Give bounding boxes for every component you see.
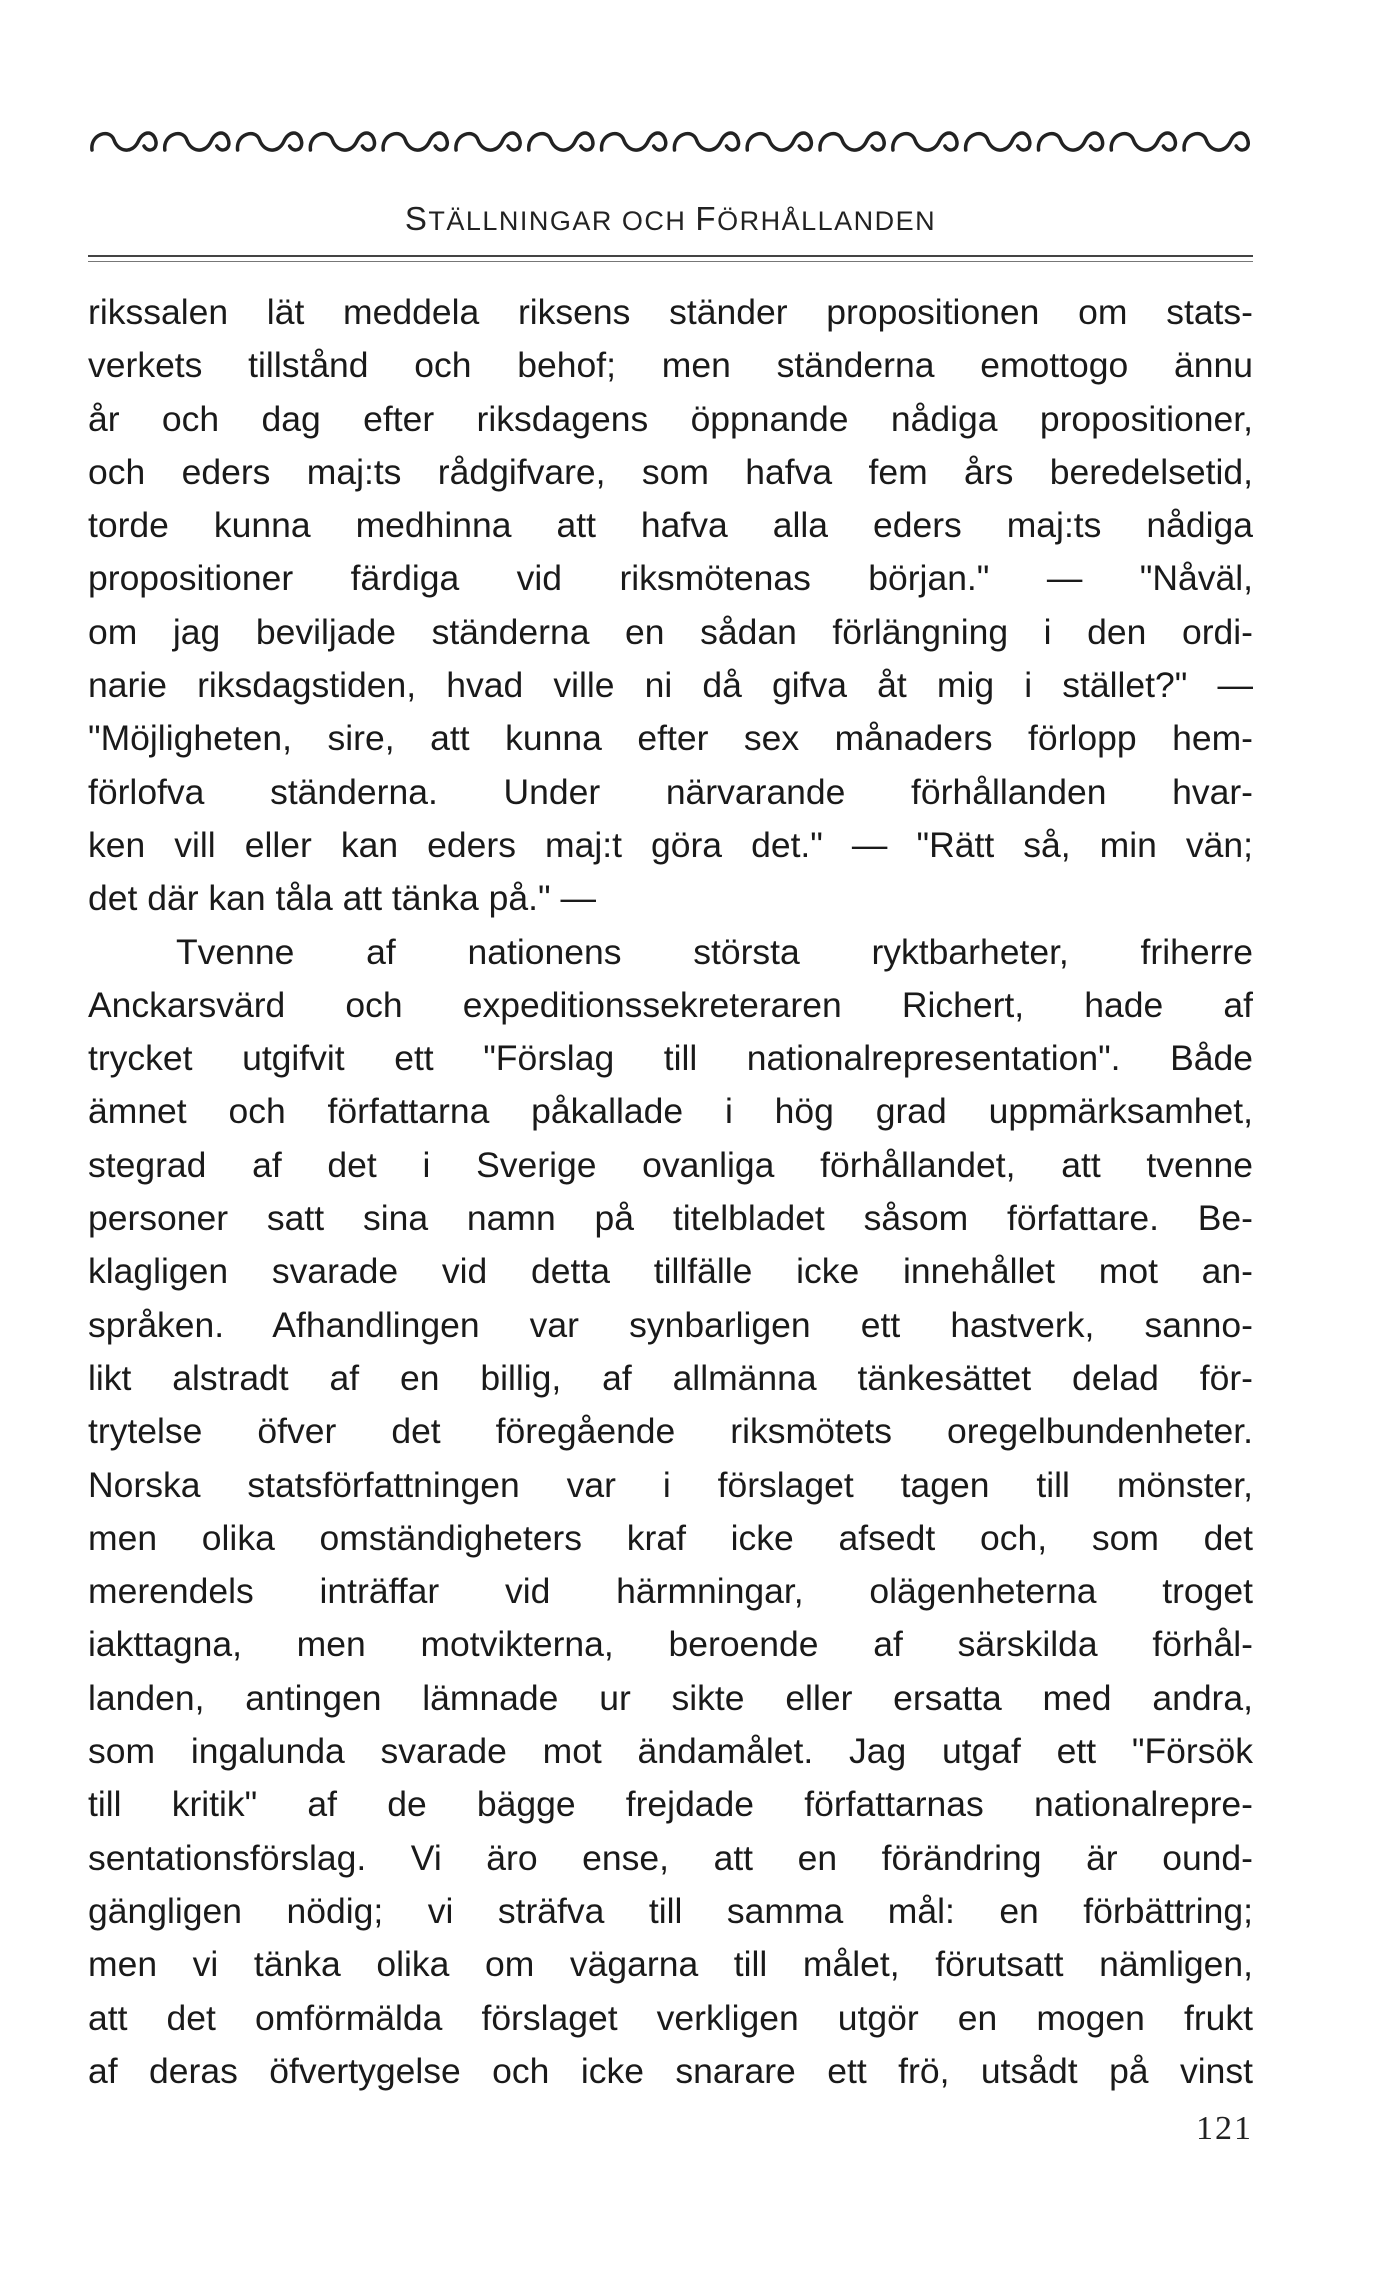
- text-line: landen, antingen lämnade ur sikte eller ersatta med andra,: [88, 1677, 1253, 1718]
- page-number: 121: [1196, 2110, 1253, 2147]
- running-head-cap-1: S: [404, 200, 429, 237]
- text-line: sentationsförslag. Vi äro ense, att en förändring är ound-: [88, 1837, 1253, 1878]
- text-line: personer satt sina namn på titelbladet såsom författare. Be-: [88, 1198, 1253, 1239]
- text-line: Norska statsförfattningen var i förslaget tagen till mönster,: [88, 1464, 1253, 1505]
- text-line: narie riksdagstiden, hvad ville ni då gifva åt mig i stället?" —: [88, 665, 1253, 706]
- text-line: men olika omständigheters kraf icke afsedt och, som det: [88, 1517, 1253, 1558]
- text-line: trytelse öfver det föregående riksmötets oregelbundenheter.: [88, 1411, 1253, 1452]
- header-rule: [88, 255, 1253, 257]
- ornament-scroll-unit: [1111, 133, 1175, 150]
- running-head: [88, 200, 1253, 238]
- ornament-scroll-unit: [966, 133, 1030, 150]
- ornament-scroll-unit: [1184, 133, 1248, 150]
- scroll-ornament-icon: [88, 120, 1253, 162]
- text-line: år och dag efter riksdagens öppnande nådiga propositioner,: [88, 398, 1253, 439]
- running-head-rest-1: TÄLLNINGAR OCH: [428, 206, 696, 236]
- text-line: merendels inträffar vid härmningar, olägenheterna troget: [88, 1571, 1253, 1612]
- text-line: att det omförmälda förslaget verkligen utgör en mogen frukt: [88, 1997, 1253, 2038]
- text-line: "Möjligheten, sire, att kunna efter sex månaders förlopp hem-: [88, 718, 1253, 759]
- text-line: propositioner färdiga vid riksmötenas början." — "Nåväl,: [88, 558, 1253, 599]
- ornament-scroll-unit: [820, 133, 884, 150]
- ornament-scroll-unit: [602, 133, 666, 150]
- text-line: af deras öfvertygelse och icke snarare ett frö, utsådt på vinst: [88, 2050, 1253, 2091]
- ornament-scroll-unit: [747, 133, 811, 150]
- ornament-scroll-unit: [674, 133, 738, 150]
- ornament-scroll-unit: [529, 133, 593, 150]
- text-line: rikssalen lät meddela riksens ständer propositionen om stats-: [88, 292, 1253, 332]
- text-line: ken vill eller kan eders maj:t göra det." — "Rätt så, min vän;: [88, 824, 1253, 865]
- text-line: verkets tillstånd och behof; men ständerna emottogo ännu: [88, 345, 1253, 386]
- text-line: till kritik" af de bägge frejdade författarnas nationalrepre-: [88, 1784, 1253, 1825]
- text-line: Anckarsvärd och expeditionssekreteraren Richert, hade af: [88, 984, 1253, 1025]
- running-head-cap-2: F: [695, 200, 718, 237]
- text-line: som ingalunda svarade mot ändamålet. Jag utgaf ett "Försök: [88, 1731, 1253, 1772]
- ornament-scroll-unit: [383, 133, 447, 150]
- ornament-scroll-unit: [893, 133, 957, 150]
- ornament-scroll-unit: [1038, 133, 1102, 150]
- text-line: det där kan tåla att tänka på." —: [88, 878, 596, 919]
- text-line: likt alstradt af en billig, af allmänna tänkesättet delad för-: [88, 1357, 1253, 1398]
- text-line: torde kunna medhinna att hafva alla eders maj:ts nådiga: [88, 505, 1253, 546]
- text-line: om jag beviljade ständerna en sådan förlängning i den ordi-: [88, 611, 1253, 652]
- text-line: ämnet och författarna påkallade i hög grad uppmärksamhet,: [88, 1091, 1253, 1132]
- ornament-scroll-unit: [310, 133, 374, 150]
- ornament-scroll-unit: [92, 133, 156, 150]
- ornament-scroll-unit: [165, 133, 229, 150]
- text-line: gängligen nödig; vi sträfva till samma mål: en förbättring;: [88, 1890, 1253, 1931]
- text-line: trycket utgifvit ett "Förslag till nationalrepresentation". Både: [88, 1038, 1253, 1079]
- text-line: klagligen svarade vid detta tillfälle icke innehållet mot an-: [88, 1251, 1253, 1292]
- paragraph-start-line: Tvenne af nationens största ryktbarheter, friherre: [176, 931, 1253, 972]
- body-text: [88, 286, 1253, 2098]
- text-line: och eders maj:ts rådgifvare, som hafva fem års beredelsetid,: [88, 451, 1253, 492]
- text-line: språken. Afhandlingen var synbarligen ett hastverk, sanno-: [88, 1304, 1253, 1345]
- ornament-scroll-unit: [456, 133, 520, 150]
- header-rule-thin: [88, 261, 1253, 262]
- text-line: men vi tänka olika om vägarna till målet, förutsatt nämligen,: [88, 1944, 1253, 1985]
- text-line: stegrad af det i Sverige ovanliga förhållandet, att tvenne: [88, 1144, 1253, 1185]
- ornament-scroll-unit: [237, 133, 301, 150]
- running-head-rest-2: ÖRHÅLLANDEN: [717, 206, 937, 236]
- text-line: iakttagna, men motvikterna, beroende af särskilda förhål-: [88, 1624, 1253, 1665]
- text-line: förlofva ständerna. Under närvarande förhållanden hvar-: [88, 771, 1253, 812]
